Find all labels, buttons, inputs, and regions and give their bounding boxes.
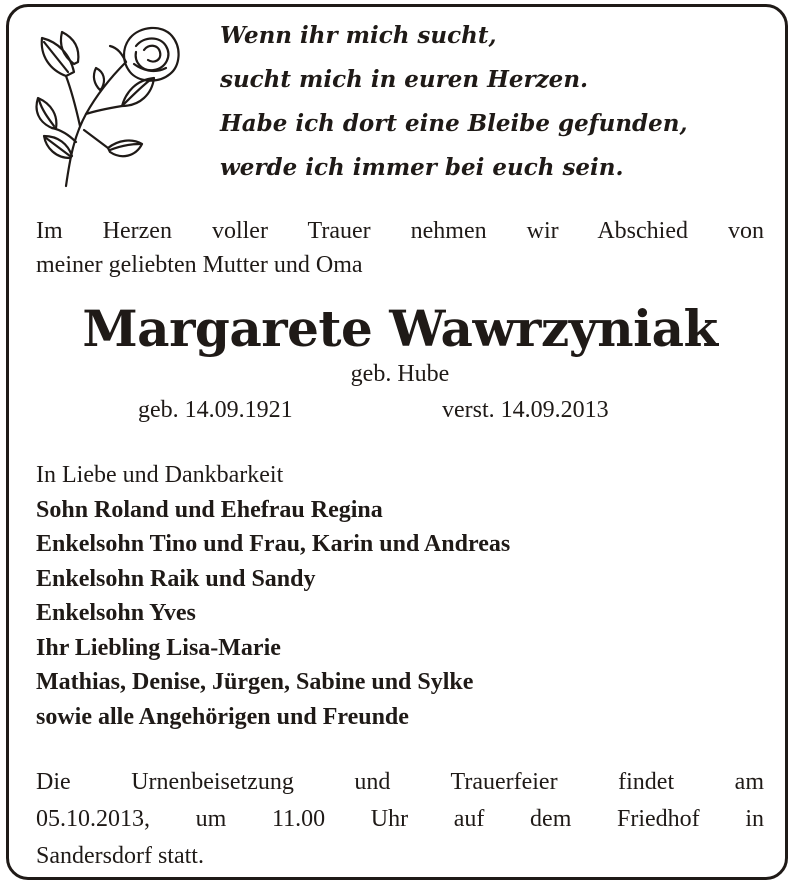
poem-line: sucht mich in euren Herzen. [220,66,589,93]
family-member: Sohn Roland und Ehefrau Regina [36,496,383,523]
maiden-name: geb. Hube [350,361,450,387]
birth-date: geb. 14.09.1921 [138,397,293,423]
poem [220,14,688,190]
intro-line: meiner geliebten Mutter und Oma [36,252,363,278]
ceremony-line: Die Urnenbeisetzung und Trauerfeier findet am [36,769,764,795]
intro-line: Im Herzen voller Trauer nehmen wir Abschied von [36,218,764,244]
poem-line: Habe ich dort eine Bleibe gefunden, [220,110,688,137]
family-lead: In Liebe und Dankbarkeit [36,462,284,488]
intro-text [36,214,764,282]
family-member: Mathias, Denise, Jürgen, Sabine und Sylke [36,669,474,695]
family-member: Enkelsohn Yves [36,600,196,626]
rose-icon [30,18,190,190]
family-member: Ihr Liebling Lisa-Marie [36,634,281,661]
family-member: sowie alle Angehörigen und Freunde [36,703,409,730]
family-member: Enkelsohn Tino und Frau, Karin und Andreas [36,531,511,557]
family-list [36,458,510,734]
death-date: verst. 14.09.2013 [442,397,609,423]
ceremony-notice [36,764,764,875]
poem-line: werde ich immer bei euch sein. [220,154,624,181]
deceased-name: Margarete Wawrzyniak [82,299,718,358]
poem-line: Wenn ihr mich sucht, [220,22,497,49]
family-member: Enkelsohn Raik und Sandy [36,565,316,592]
ceremony-line: Sandersdorf statt. [36,843,204,869]
ceremony-line: 05.10.2013, um 11.00 Uhr auf dem Friedhof in [36,806,764,832]
